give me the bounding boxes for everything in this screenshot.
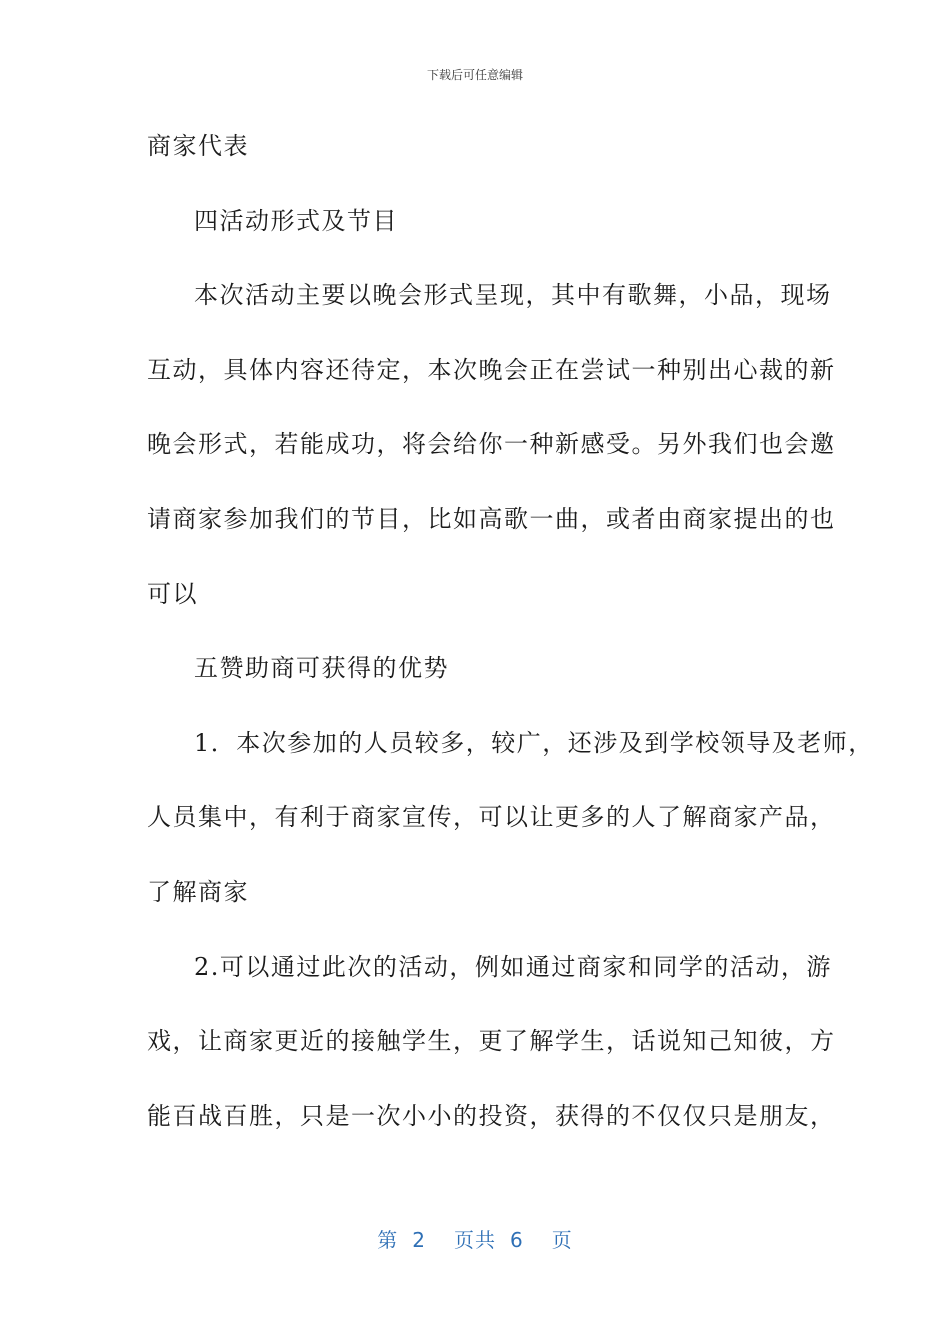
text-line: 四活动形式及节目 xyxy=(194,206,398,235)
text-line: 请商家参加我们的节目，比如高歌一曲，或者由商家提出的也 xyxy=(147,504,836,533)
footer-middle: 页共 xyxy=(454,1228,496,1252)
text-line: 晚会形式，若能成功，将会给你一种新感受。另外我们也会邀 xyxy=(147,430,836,459)
text-line: 可以 xyxy=(147,579,198,608)
text-line: 1．本次参加的人员较多，较广，还涉及到学校领导及老师， xyxy=(194,728,874,757)
text-line: 商家代表 xyxy=(147,132,249,160)
text-line: 互动，具体内容还待定，本次晚会正在尝试一种别出心裁的新 xyxy=(147,355,836,384)
text-line: 了解商家 xyxy=(147,877,249,906)
footer-total-pages: 6 xyxy=(510,1228,524,1252)
footer-prefix: 第 xyxy=(377,1228,399,1252)
footer-suffix: 页 xyxy=(551,1228,573,1252)
text-line: 2.可以通过此次的活动，例如通过商家和同学的活动，游 xyxy=(194,952,832,981)
text-line: 五赞助商可获得的优势 xyxy=(194,654,449,683)
footer-current-page: 2 xyxy=(412,1228,426,1252)
page-footer xyxy=(0,1224,950,1253)
text-line: 戏，让商家更近的接触学生，更了解学生，话说知己知彼，方 xyxy=(147,1027,836,1056)
text-line: 本次活动主要以晚会形式呈现，其中有歌舞，小品，现场 xyxy=(194,281,832,310)
text-line: 能百战百胜，只是一次小小的投资，获得的不仅仅只是朋友， xyxy=(147,1101,836,1130)
document-body xyxy=(147,126,874,1170)
text-line: 人员集中，有利于商家宣传，可以让更多的人了解商家产品， xyxy=(147,803,836,832)
header-note: 下载后可任意编辑 xyxy=(426,68,523,82)
